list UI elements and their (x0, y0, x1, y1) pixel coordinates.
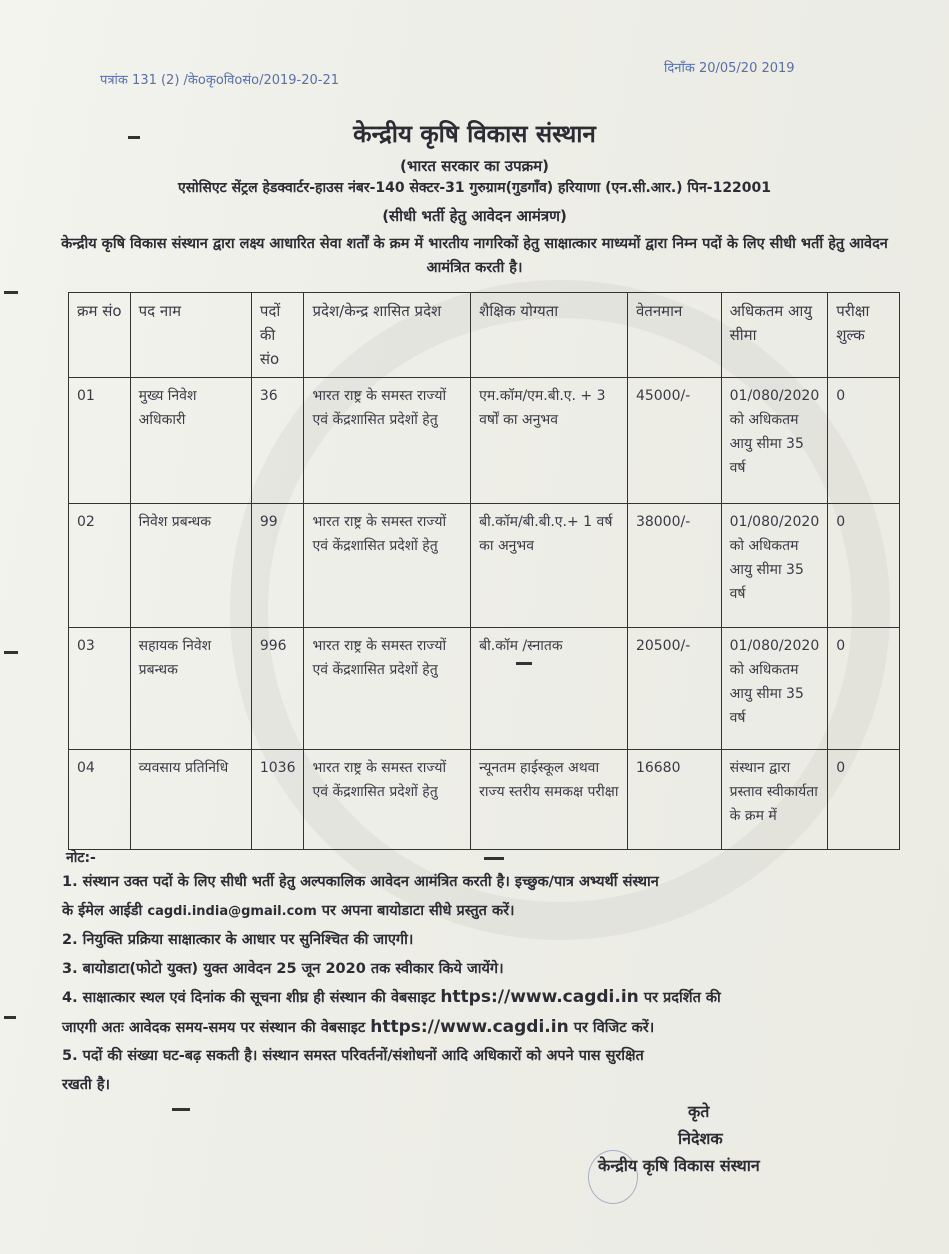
signature-designation: निदेशक (678, 1129, 723, 1148)
signature-institute: केन्द्रीय कृषि विकास संस्थान (598, 1156, 760, 1175)
cell-exam-fee: 0 (828, 504, 900, 628)
note-text: पर प्रदर्शित की (638, 990, 721, 1006)
scan-mark (4, 651, 18, 654)
table-row (69, 504, 900, 628)
note-text: पर अपना बायोडाटा सीधे प्रस्तुत करें। (316, 902, 515, 919)
website-link[interactable]: https://www.cagdi.in (440, 987, 639, 1007)
col-header-post-count: पदों की संo (251, 293, 304, 378)
scan-mark (128, 136, 140, 139)
note-4-line-1 (62, 983, 912, 1013)
scan-mark (516, 662, 532, 665)
scan-mark (484, 857, 504, 860)
cell-qualification: बी.कॉम /स्नातक (471, 628, 628, 750)
cell-state: भारत राष्ट्र के समस्त राज्यों एवं केंद्रशासित प्रदेशों हेतु (304, 628, 471, 750)
col-header-qualification: शैक्षिक योग्यता (471, 293, 628, 378)
cell-qualification: एम.कॉम/एम.बी.ए. + 3 वर्षों का अनुभव (471, 378, 628, 504)
cell-qualification: बी.कॉम/बी.बी.ए.+ 1 वर्ष का अनुभव (471, 504, 628, 628)
note-text: पर विजिट करें। (568, 1019, 655, 1036)
cell-post-count: 996 (251, 628, 304, 750)
cell-exam-fee: 0 (828, 628, 900, 750)
note-2: 2. नियुक्ति प्रक्रिया साक्षात्कार के आधार पर सुनिश्चित की जाएगी। (62, 932, 414, 948)
org-address: एसोसिएट सेंट्रल हेडक्वार्टर-हाउस नंबर-140 सेक्टर-31 गुरुग्राम(गुडगाँव) हरियाणा (एन.सी.आर.) पिन-122001 (177, 180, 772, 196)
note-text: जाएगी अतः आवेदक समय-समय पर संस्थान की वेबसाइट (62, 1019, 371, 1036)
cell-salary: 16680 (627, 750, 721, 850)
cell-post-count: 1036 (251, 750, 304, 850)
reference-number: पत्रांक 131 (2) /केoकृoविoसंo/2019-20-21 (100, 73, 340, 88)
col-header-state: प्रदेश/केन्द्र शासित प्रदेश (304, 293, 471, 378)
cell-serial: 04 (69, 750, 131, 850)
letter-date: दिनाँक 20/05/20 2019 (664, 61, 795, 76)
scan-mark (4, 1016, 16, 1019)
cell-salary: 38000/- (627, 504, 721, 628)
note-4-line-2 (62, 1013, 912, 1043)
org-name: केन्द्रीय कृषि विकास संस्थान (353, 120, 596, 148)
cell-age-limit: 01/080/2020 को अधिकतम आयु सीमा 35 वर्ष (721, 504, 828, 628)
col-header-exam-fee: परीक्षा शुल्क (828, 293, 900, 378)
note-text: के ईमेल आईडी (62, 902, 148, 919)
table-row (69, 378, 900, 504)
note-1-line-1: 1. संस्थान उक्त पदों के लिए सीधी भर्ती हेतु अल्पकालिक आवेदन आमंत्रित करती है। इच्छुक/पात्र अभ्यर्थी संस्थान (62, 874, 659, 890)
cell-exam-fee: 0 (828, 750, 900, 850)
cell-post-name: सहायक निवेश प्रबन्धक (130, 628, 251, 750)
cell-serial: 01 (69, 378, 131, 504)
note-5-line-1: 5. पदों की संख्या घट-बढ़ सकती है। संस्थान समस्त परिवर्तनों/संशोधनों आदि अधिकारों को अपने पास सुरक्षित (62, 1048, 644, 1064)
vacancy-table (68, 292, 900, 850)
col-header-age-limit: अधिकतम आयु सीमा (721, 293, 828, 378)
cell-state: भारत राष्ट्र के समस्त राज्यों एवं केंद्रशासित प्रदेशों हेतु (304, 378, 471, 504)
cell-serial: 03 (69, 628, 131, 750)
note-text: 4. साक्षात्कार स्थल एवं दिनांक की सूचना शीघ्र ही संस्थान की वेबसाइट (62, 990, 441, 1006)
table-row (69, 628, 900, 750)
cell-state: भारत राष्ट्र के समस्त राज्यों एवं केंद्रशासित प्रदेशों हेतु (304, 504, 471, 628)
notice-title: (सीधी भर्ती हेतु आवेदन आमंत्रण) (382, 207, 567, 225)
note-3: 3. बायोडाटा(फोटो युक्त) युक्त आवेदन 25 जून 2020 तक स्वीकार किये जायेंगे। (62, 960, 504, 977)
table-header-row (69, 293, 900, 378)
cell-post-count: 36 (251, 378, 304, 504)
cell-age-limit: 01/080/2020 को अधिकतम आयु सीमा 35 वर्ष (721, 628, 828, 750)
cell-salary: 45000/- (627, 378, 721, 504)
cell-age-limit: 01/080/2020 को अधिकतम आयु सीमा 35 वर्ष (721, 378, 828, 504)
intro-paragraph: केन्द्रीय कृषि विकास संस्थान द्वारा लक्ष्य आधारित सेवा शर्तों के क्रम में भारतीय नागरिकों हेतु साक्षात्कार माध्यमों द्वारा निम्न पदों के लिए सीधी भर्ती हेतु आवेदन आमंत्रित करती है। (61, 236, 888, 276)
signature-kritey: कृते (688, 1102, 710, 1121)
table-row (69, 750, 900, 850)
cell-post-count: 99 (251, 504, 304, 628)
cell-salary: 20500/- (627, 628, 721, 750)
scan-mark (172, 1108, 190, 1111)
col-header-post-name: पद नाम (130, 293, 251, 378)
cell-post-name: निवेश प्रबन्धक (130, 504, 251, 628)
scan-mark (4, 291, 18, 294)
col-header-salary: वेतनमान (627, 293, 721, 378)
cell-qualification: न्यूनतम हाईस्कूल अथवा राज्य स्तरीय समकक्ष परीक्षा (471, 750, 628, 850)
org-subtitle: (भारत सरकार का उपक्रम) (400, 157, 549, 175)
website-link[interactable]: https://www.cagdi.in (370, 1016, 569, 1037)
email-link[interactable]: cagdi.india@gmail.com (147, 903, 317, 919)
cell-state: भारत राष्ट्र के समस्त राज्यों एवं केंद्रशासित प्रदेशों हेतु (304, 750, 471, 850)
cell-post-name: मुख्य निवेश अधिकारी (130, 378, 251, 504)
cell-serial: 02 (69, 504, 131, 628)
note-1-line-2 (62, 897, 912, 927)
note-5-line-2: रखती है। (62, 1076, 111, 1093)
col-header-serial: क्रम संo (69, 293, 131, 378)
notes-block (62, 868, 912, 1099)
notes-heading: नोट:- (66, 850, 96, 866)
cell-post-name: व्यवसाय प्रतिनिधि (130, 750, 251, 850)
cell-age-limit: संस्थान द्वारा प्रस्ताव स्वीकार्यता के क्रम में (721, 750, 828, 850)
cell-exam-fee: 0 (828, 378, 900, 504)
